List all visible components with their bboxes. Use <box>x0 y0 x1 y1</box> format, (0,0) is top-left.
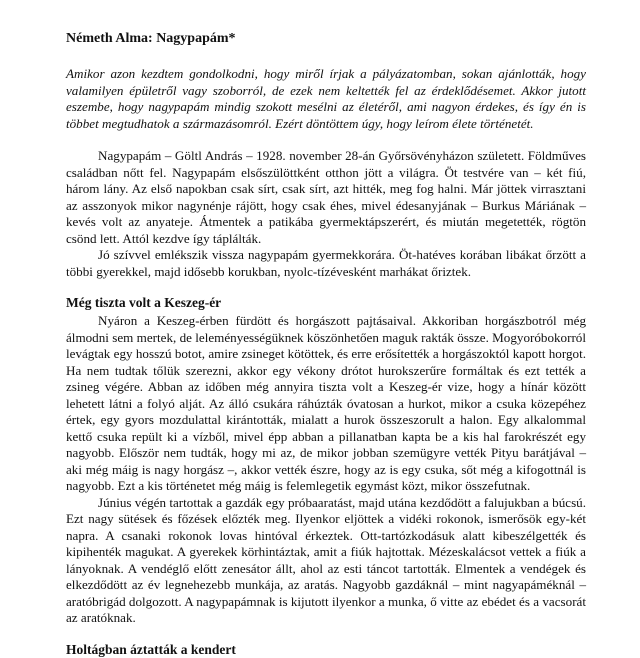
document-title: Németh Alma: Nagypapám* <box>66 31 236 46</box>
paragraph: Nagypapám – Göltl András – 1928. november 28-án Győrsövényházon született. Földműves családban nőtt fel. Nagypapám elsőszülöttként otthon jött a világra. Öt testvére van – két fiú, három lány. Az első napokban csak sírt, csak sírt, azt hitték, meg fog halni. Már jöttek virrasztani az asszonyok mikor nagynénje rájött, hogy csak éhes, mivel édesanyjának – Burkus Máriának – kevés volt az anyateje. Átmentek a patikába gyermektápszerért, és miután megetették, rögtön csönd lett. Attól kezdve így táplálták. <box>66 148 586 246</box>
paragraph: Június végén tartottak a gazdák egy próbaaratást, majd utána kezdődött a falujukban a búcsú. Ezt nagy sütések és főzések előzték meg. Ilyenkor eljöttek a vidéki rokonok, ismerősök egy-két napra. A csanaki rokonok lovas hintóval érkeztek. Ott-tartózkodásuk alatt kibeszélgették és kipihenték magukat. A gyerekek körhintáztak, amit a fiúk hajtottak. Mézeskalácsot vettek a fiúk a lányoknak. A vendéglő előtt zenesátor állt, ahol az esti táncot tartották. Elmentek a vendégek és elkezdődött az év legnehezebb munkája, az aratás. Nagyobb gazdáknál – mint nagyapáméknál – aratóbrigád dolgozott. A nagypapámnak is kijutott ilyenkor a munka, ő vitte az ebédet és a vacsorát az aratóknak. <box>66 494 586 625</box>
paragraph: Nyáron a Keszeg-érben fürdött és horgászott pajtásaival. Akkoriban horgászbotról még álmodni sem mertek, de leleményességüknek köszönhetően maguk rakták össze. Mogyoróbokorról levágtak egy hosszú botot, amire zsineget kötöttek, és erre erősítették a horgászoktól kapott horgot. Ha nem tudtak tőlük szerezni, akkor egy vékony drótot hurokszerűre formáltak és ezt tették a zsineg végére. Abban az időben még annyira tiszta volt a Keszeg-ér vize, hogy a hínár között lehetett látni a folyó alját. Az álló csukára ráhúzták óvatosan a hurkot, mikor a csuka közepéhez értek, egy gyors mozdulattal kirántották, mialatt a hurok összeszorult a halon. Egy alkalommal kettő csuka repült ki a vízből, mivel épp abban a pillanatban kapta be a kis hal farokrészét egy nagyobb. Először nem tudták, hogy mi az, de mikor jobban szemügyre vették Pityu barátjával – aki még máig is nagy horgász –, akkor vették észre, hogy az is egy csuka, sőt még a kifogottnál is nagyobb. Ezt a kis történetet még máig is felemlegetik egymást közt, mikor összefutnak. <box>66 313 586 493</box>
intro-paragraph: Amikor azon kezdtem gondolkodni, hogy miről írjak a pályázatomban, sokan ajánlották, hogy valamilyen épületről vagy szoborról, de ezek nem keltették fel az érdeklődésemet. Akkor jutott eszembe, hogy nagypapám mindig szokott mesélni az életéről, ami nagyon érdekes, és így én is többet megtudhatok a származásomról. Ezért döntöttem úgy, hogy leírom élete történetét. <box>66 66 586 131</box>
paragraph: Jó szívvel emlékszik vissza nagypapám gyermekkorára. Öt-hatéves korában libákat őrzött a többi gyerekkel, majd idősebb korukban, nyolc-tízévesként marhákat őriztek. <box>66 247 586 279</box>
section-heading: Holtágban áztatták a kendert <box>66 641 236 657</box>
body-text <box>66 148 586 658</box>
section-heading: Még tiszta volt a Keszeg-ér <box>66 295 222 310</box>
